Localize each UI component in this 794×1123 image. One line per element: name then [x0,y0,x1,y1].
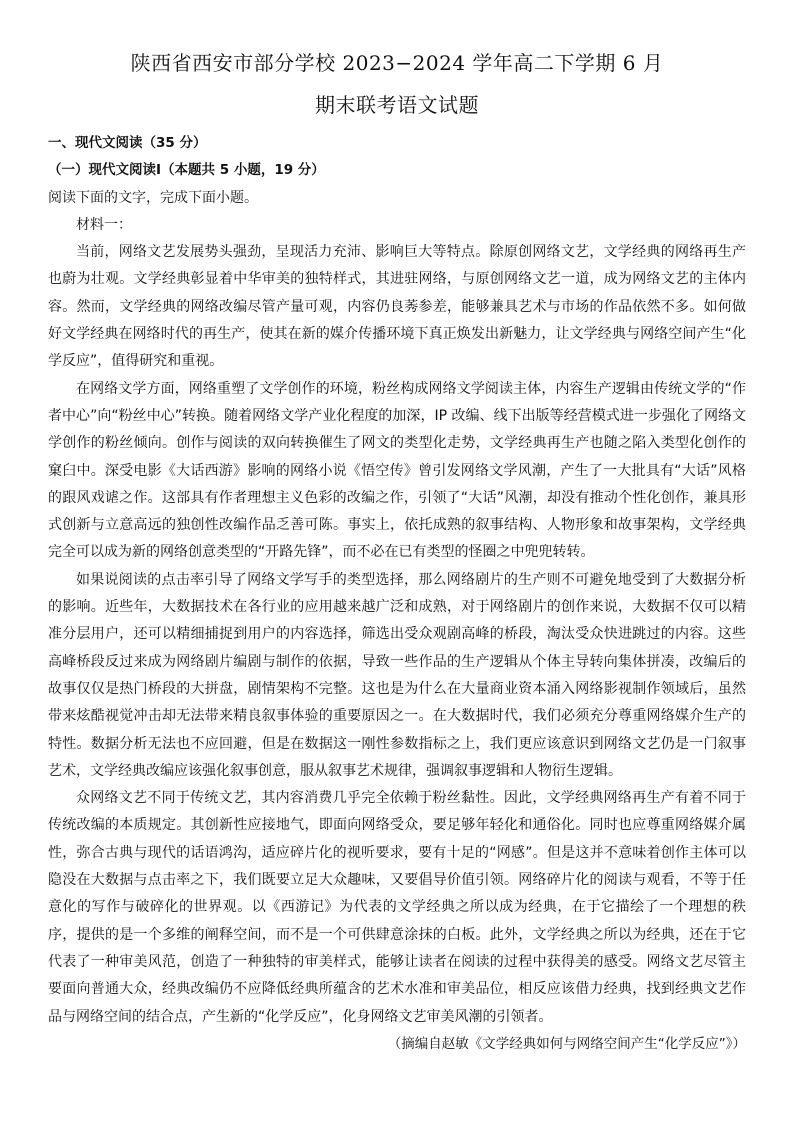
paragraph-4: 众网络文艺不同于传统文艺，其内容消费几乎完全依赖于粉丝黏性。因此，文学经典网络再生产有着不同于传统改编的本质规定。其创新性应接地气，即面向网络受众，要足够年轻化和通俗化。同时也应尊重网络媒介属性，弥合古典与现代的话语鸿沟，适应碎片化的视听要求，要有十足的“网感”。但是这并不意味着创作主体可以隐没在大数据与点击率之下，我们既要立足大众趣味，又要倡导价值引领。网络碎片化的阅读与观看，不等于任意化的写作与破碎化的世界观。以《西游记》为代表的文学经典之所以成为经典，在于它描绘了一个理想的秩序，提供的是一个多维的阐释空间，而不是一个可供肆意涂抹的白板。此外，文学经典之所以为经典，还在于它代表了一种审美风范，创造了一种独特的审美样式，能够让读者在阅读的过程中获得美的感受。网络文艺尽管主要面向普通大众，经典改编仍不应降低经典所蕴含的艺术水准和审美品位，相反应该借力经典，找到经典文艺作品与网络空间的结合点，产生新的“化学反应”，化身网络文艺审美风潮的引领者。 [48,790,746,1025]
doc-title-line1: 陕西省西安市部分学校 2023−2024 学年高二下学期 6 月 [130,51,664,75]
instruction-text: 阅读下面的文字，完成下面小题。 [48,189,258,206]
source-citation: （摘编自赵敏《文学经典如何与网络空间产生“化学反应”》） [387,1035,746,1052]
doc-title-line2: 期末联考语文试题 [315,93,479,117]
doc-content [48,130,746,1058]
paragraph-3: 如果说阅读的点击率引导了网络文学写手的类型选择，那么网络剧片的生产则不可避免地受到了大数据分析的影响。近些年，大数据技术在各行业的应用越来越广泛和成熟，对于网络剧片的创作来说，大数据不仅可以精准分层用户，还可以精细捕捉到用户的内容选择，筛选出受众观剧高峰的桥段，淘汰受众快进跳过的内容。这些高峰桥段反过来成为网络剧片编剧与制作的依据，导致一些作品的生产逻辑从个体主导转向集体拼凑，改编后的故事仅仅是热门桥段的大拼盘，剧情架构不完整。这也是为什么在大量商业资本涌入网络影视制作领域后，虽然带来炫酷视觉冲击却无法带来精良叙事体验的重要原因之一。在大数据时代，我们必须充分尊重网络媒介生产的特性。数据分析无法也不应回避，但是在数据这一刚性参数指标之上，我们更应该意识到网络文艺仍是一门叙事艺术，文学经典改编应该强化叙事创意，服从叙事艺术规律，强调叙事逻辑和人物衍生逻辑。 [48,571,746,779]
paragraph-2: 在网络文学方面，网络重塑了文学创作的环境，粉丝构成网络文学阅读主体，内容生产逻辑由传统文学的“作者中心”向“粉丝中心”转换。随着网络文学产业化程度的加深，IP 改编、线下出版等经营模式进一步强化了网络文学创作的粉丝倾向。创作与阅读的双向转换催生了网文的类型化走势，文学经典再生产也随之陷入类型化创作的窠臼中。深受电影《大话西游》影响的网络小说《悟空传》曾引发网络文学风潮，产生了一大批具有“大话”风格的跟风戏谑之作。这部具有作者理想主义色彩的改编之作，引领了“大话”风潮，却没有推动个性化创作，兼具形式创新与立意高远的独创性改编作品乏善可陈。事实上，依托成熟的叙事结构、人物形象和故事架构，文学经典完全可以成为新的网络创意类型的“开路先锋”，而不必在已有类型的怪圈之中兜兜转转。 [48,380,746,561]
paragraph-1: 当前，网络文艺发展势头强劲，呈现活力充沛、影响巨大等特点。除原创网络文艺，文学经典的网络再生产也蔚为壮观。文学经典彰显着中华审美的独特样式，其进驻网络，与原创网络文艺一道，成为网络文艺的主体内容。然而，文学经典的网络改编尽管产量可观，内容仍良莠参差，能够兼具艺术与市场的作品依然不多。如何做好文学经典在网络时代的再生产，使其在新的媒介传播环境下真正焕发出新魅力，让文学经典与网络空间产生“化学反应”，值得研究和重视。 [48,244,746,370]
material-label: 材料一： [76,216,132,233]
subsection-heading: （一）现代文阅读Ⅰ（本题共 5 小题，19 分） [48,162,325,179]
section-heading: 一、现代文阅读（35 分） [48,135,207,151]
